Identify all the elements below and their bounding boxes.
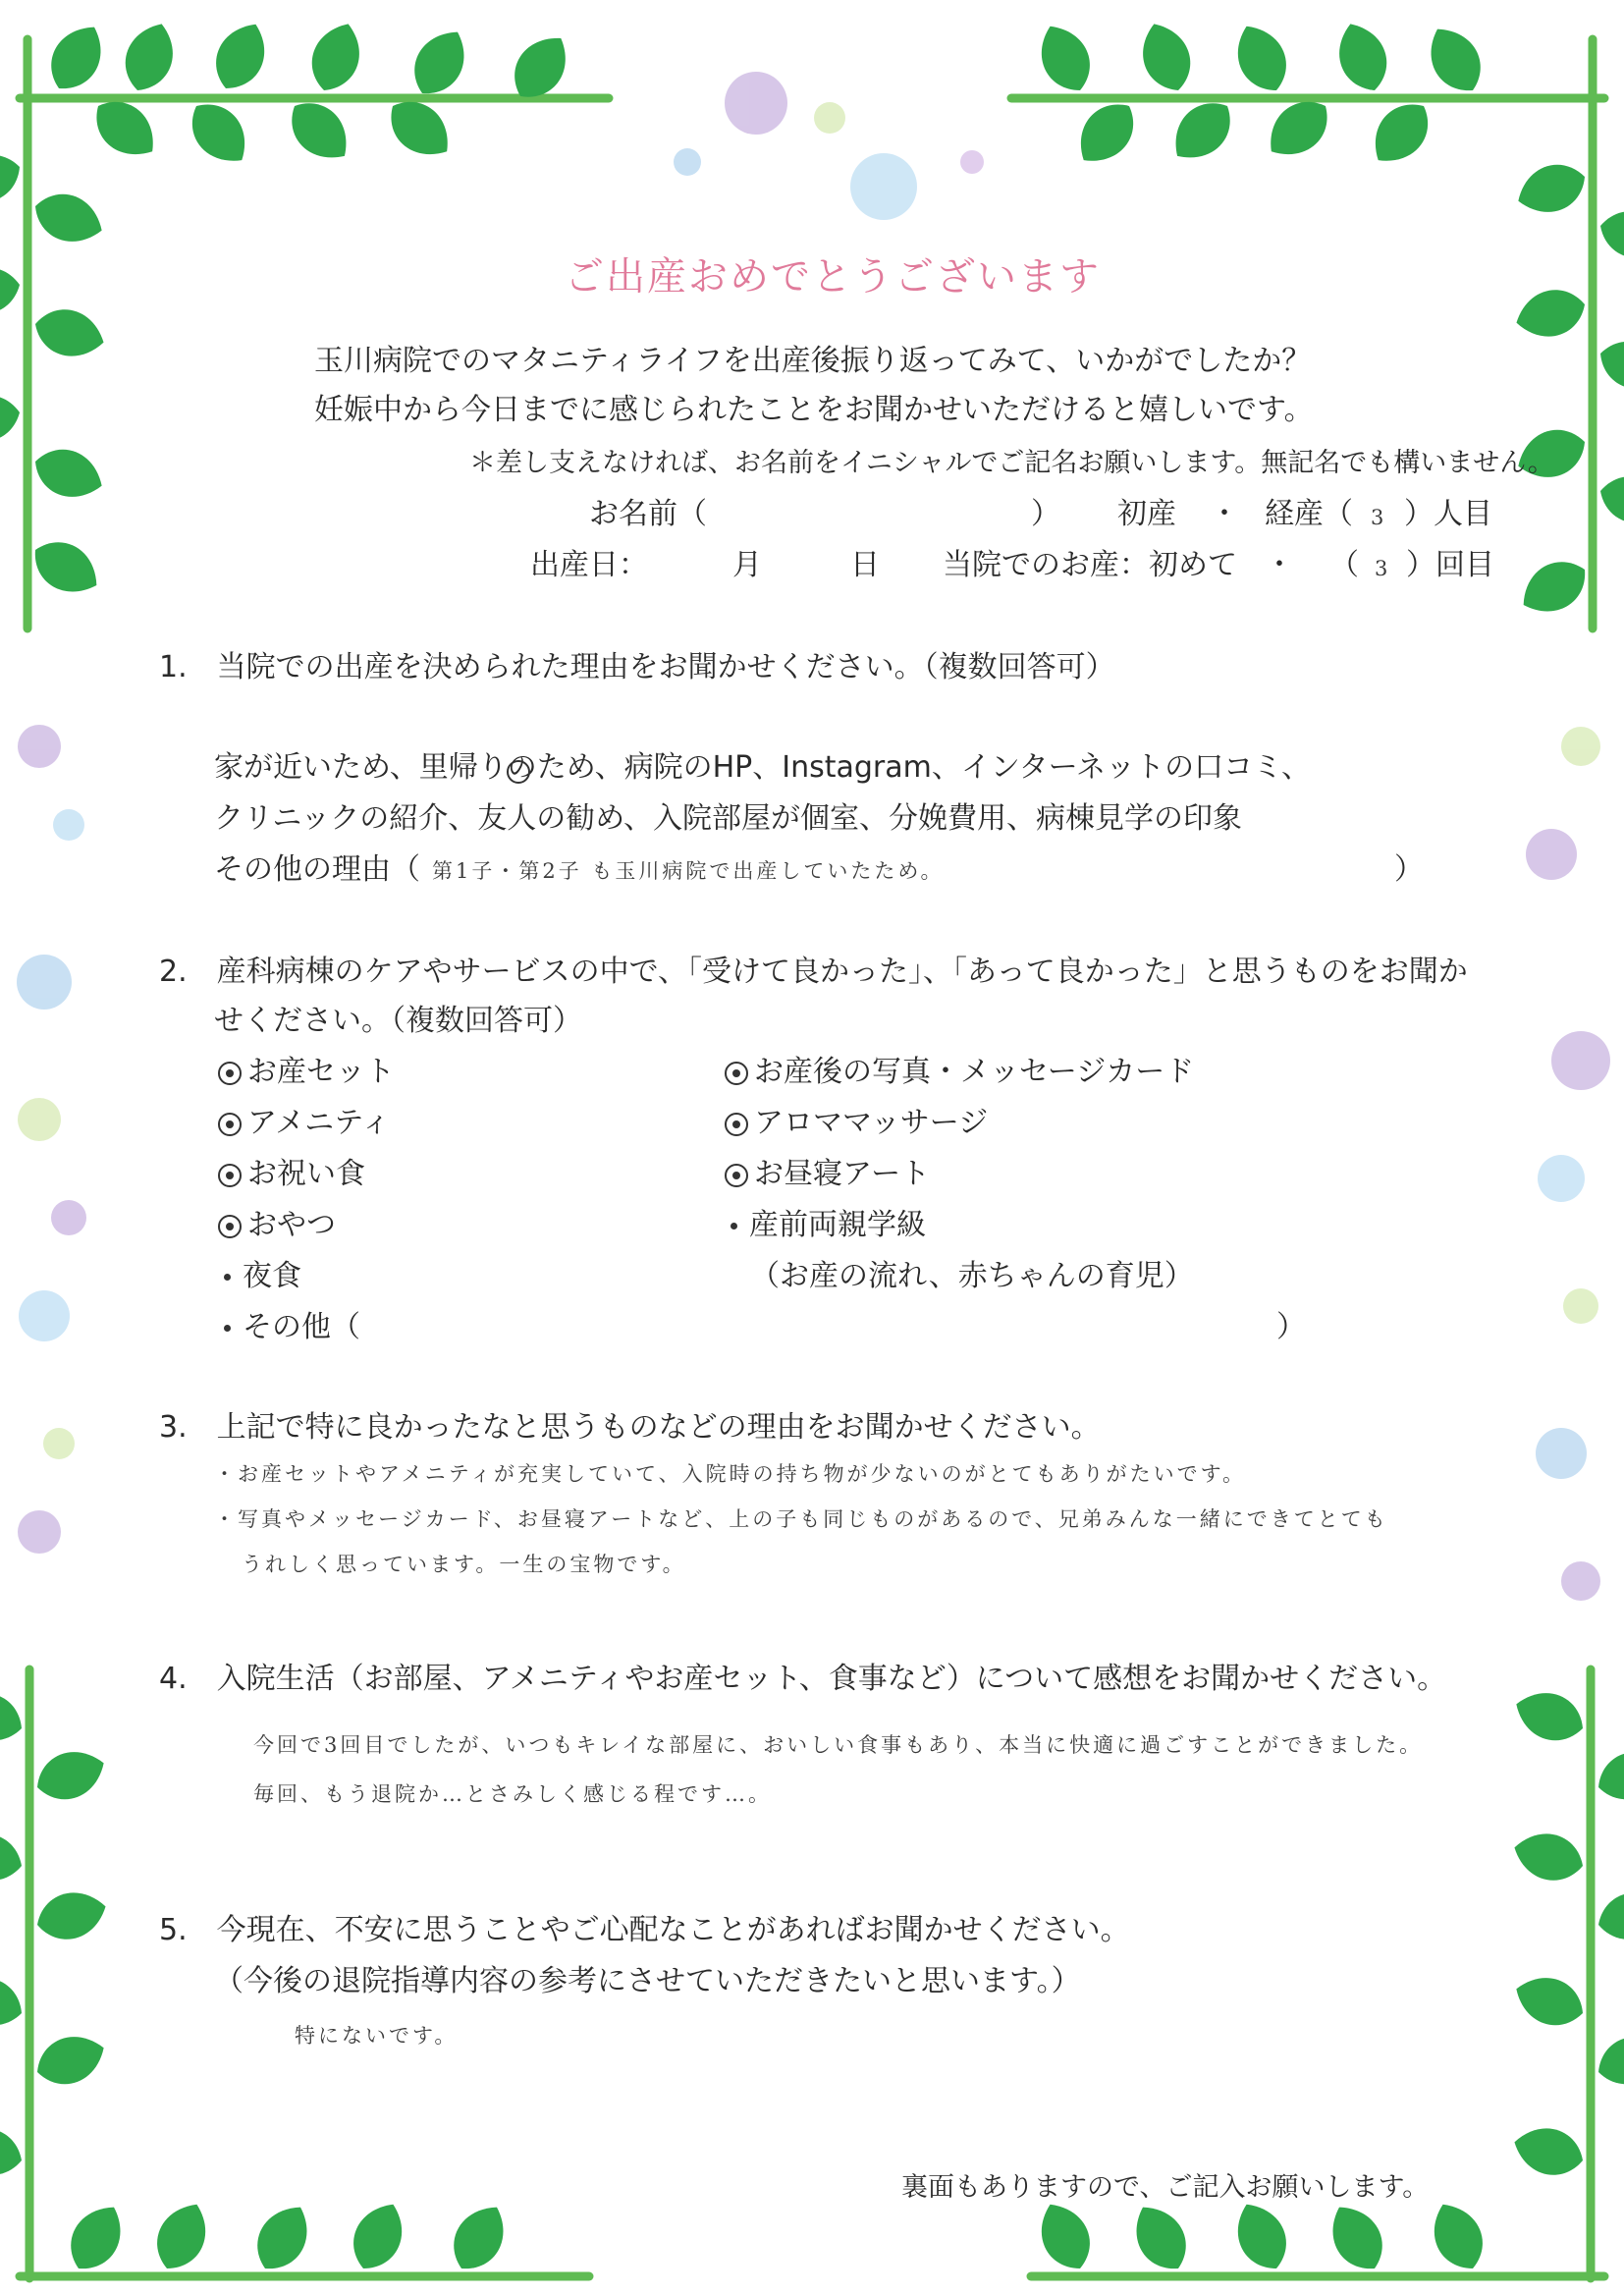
q2-item-aroma-massage: アロママッサージ <box>725 1104 988 1143</box>
question-2-line-1: 2. 産科病棟のケアやサービスの中で、「受けて良かった」、「あって良かった」と思うものをお聞か <box>159 955 1468 989</box>
q4-answer-line-2: 毎回、もう退院か…とさみしく感じる程です…。 <box>253 1782 772 1806</box>
bullet-dot-icon <box>731 1223 737 1229</box>
q3-answer-line-3: うれしく思っています。一生の宝物です。 <box>242 1553 686 1576</box>
birth-month-label: 月 <box>732 548 762 582</box>
birth-day-label: 日 <box>850 548 880 582</box>
intro-line-2: 妊娠中から今日までに感じられたことをお聞かせいただけると嬉しいです。 <box>314 393 1314 427</box>
q1-options-line-1: 家が近いため、里帰りのため、病院のHP、Instagram、インターネットの口コミ、 <box>214 750 1311 785</box>
name-label: お名前（ <box>589 497 707 531</box>
first-birth-option: 初産 <box>1117 497 1176 531</box>
q1-other-answer: 第1子・第2子 も玉川病院で出産していたため。 <box>432 859 945 883</box>
q2-other-close: ） <box>1276 1310 1306 1344</box>
q2-item-late-meal: 夜食 <box>224 1257 301 1296</box>
back-side-note: 裏面もありますので、ご記入お願いします。 <box>901 2172 1430 2203</box>
question-3: 3. 上記で特に良かったなと思うものなどの理由をお聞かせください。 <box>159 1410 1101 1445</box>
q5-answer: 特にないです。 <box>295 2024 459 2048</box>
birth-date-label: 出産日： <box>530 548 648 582</box>
multiparous-option: 経産（ <box>1265 497 1353 531</box>
q2-item-parenting-class: 産前両親学級 <box>731 1206 926 1245</box>
checked-circle-icon <box>218 1164 242 1187</box>
q2-item-other: その他（ <box>224 1308 360 1347</box>
q4-answer-line-1: 今回で3回目でしたが、いつもキレイな部屋に、おいしい食事もあり、本当に快適に過ごすことができました。 <box>253 1733 1424 1757</box>
multiparous-value: 3 <box>1371 506 1387 529</box>
page-title: ご出産おめでとうございます <box>565 254 1101 300</box>
q2-item-snack: おやつ <box>218 1206 336 1245</box>
q1-options-line-2: クリニックの紹介、友人の勧め、入院部屋が個室、分娩費用、病棟見学の印象 <box>214 801 1242 836</box>
q1-other-label: その他の理由（ <box>214 852 420 887</box>
q2-item-osan-set: お産セット <box>218 1053 395 1092</box>
question-4: 4. 入院生活（お部屋、アメニティやお産セット、食事など）について感想をお聞かせください。 <box>159 1662 1447 1696</box>
bullet-dot-icon <box>224 1274 231 1281</box>
q2-item-amenity: アメニティ <box>218 1104 391 1143</box>
checked-circle-icon <box>218 1062 242 1085</box>
q2-item-photo-message-card: お産後の写真・メッセージカード <box>725 1053 1194 1092</box>
birth-count-value: 3 <box>1375 557 1391 580</box>
birth-count-unit: ）回目 <box>1406 548 1494 582</box>
selected-option-circle <box>507 760 530 784</box>
bullet-dot-icon <box>224 1325 231 1332</box>
q2-parenting-class-detail: （お産の流れ、赤ちゃんの育児） <box>750 1259 1194 1293</box>
initials-note: ＊差し支えなければ、お名前をイニシャルでご記名お願いします。無記名でも構いません。 <box>469 448 1554 478</box>
q2-item-nap-art: お昼寝アート <box>725 1155 930 1194</box>
name-close: ） <box>1031 497 1060 531</box>
birth-count-open: （ <box>1329 548 1359 582</box>
separator-dot: ・ <box>1210 497 1239 531</box>
q3-answer-line-1: ・お産セットやアメニティが充実していて、入院時の持ち物が少ないのがとてもありがたいです。 <box>214 1462 1246 1486</box>
multiparous-unit: ）人目 <box>1404 497 1492 531</box>
question-1: 1. 当院での出産を決められた理由をお聞かせください。（複数回答可） <box>159 650 1115 684</box>
checked-circle-icon <box>725 1113 748 1136</box>
checked-circle-icon <box>218 1215 242 1238</box>
checked-circle-icon <box>218 1113 242 1136</box>
birth-count-label: 当院でのお産：初めて <box>943 548 1237 582</box>
q2-item-celebration-meal: お祝い食 <box>218 1155 365 1194</box>
q1-other-close: ） <box>1394 852 1424 887</box>
intro-line-1: 玉川病院でのマタニティライフを出産後振り返ってみて、いかがでしたか？ <box>314 344 1312 378</box>
separator-dot: ・ <box>1265 548 1294 582</box>
question-5-line-2: （今後の退院指導内容の参考にさせていただきたいと思います。） <box>214 1964 1081 1998</box>
q3-answer-line-2: ・写真やメッセージカード、お昼寝アートなど、上の子も同じものがあるので、兄弟みんな一緒にできてとても <box>214 1507 1388 1531</box>
question-2-line-2: せください。（複数回答可） <box>214 1004 582 1038</box>
checked-circle-icon <box>725 1062 748 1085</box>
question-5-line-1: 5. 今現在、不安に思うことやご心配なことがあればお聞かせください。 <box>159 1913 1130 1947</box>
checked-circle-icon <box>725 1164 748 1187</box>
